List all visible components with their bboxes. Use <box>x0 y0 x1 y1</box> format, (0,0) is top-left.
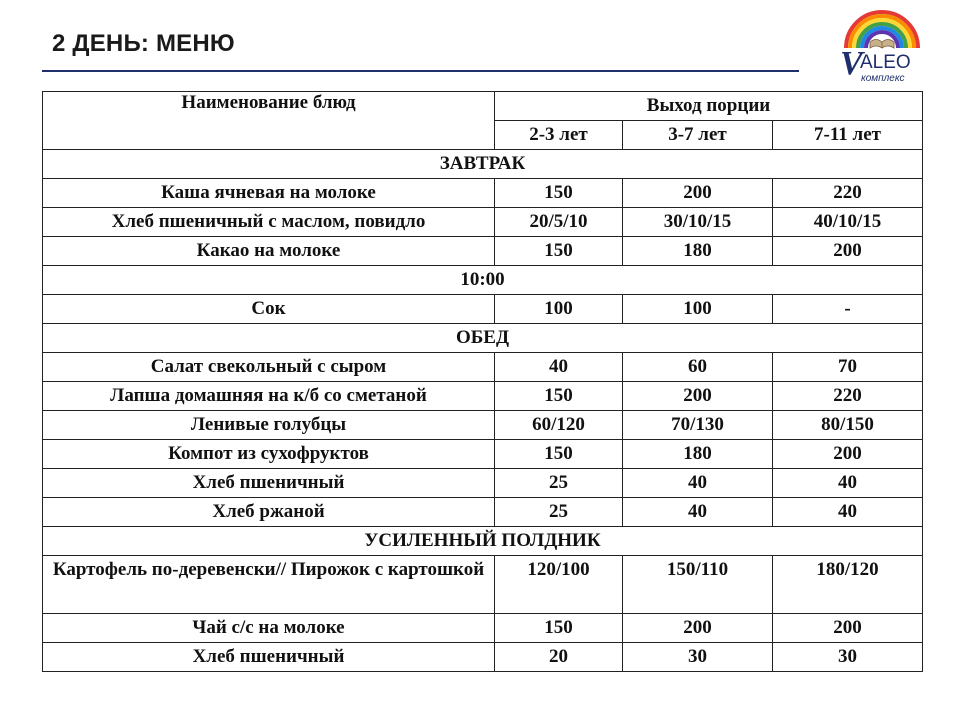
portion-value: 220 <box>773 179 923 208</box>
portion-value: 40 <box>623 469 773 498</box>
rainbow-logo-icon <box>836 2 928 86</box>
section-row <box>43 527 923 556</box>
portion-value: 40 <box>773 498 923 527</box>
age-group-cell: 7-11 лет <box>773 121 923 150</box>
table-row <box>43 237 923 266</box>
portion-value: 40/10/15 <box>773 208 923 237</box>
portion-value: 20/5/10 <box>495 208 623 237</box>
page-title: 2 ДЕНЬ: МЕНЮ <box>52 30 235 57</box>
table-row <box>43 498 923 527</box>
portion-value: 150 <box>495 440 623 469</box>
portion-value: 25 <box>495 469 623 498</box>
section-snack: УСИЛЕННЫЙ ПОЛДНИК <box>43 527 923 556</box>
dish-name: Чай с/с на молоке <box>43 614 495 643</box>
portion-value: 100 <box>623 295 773 324</box>
portion-value: - <box>773 295 923 324</box>
section-row <box>43 324 923 353</box>
portion-value: 150 <box>495 614 623 643</box>
table-row <box>43 440 923 469</box>
menu-table <box>42 91 923 672</box>
portion-value: 180/120 <box>773 556 923 614</box>
table-row <box>43 614 923 643</box>
section-ten: 10:00 <box>43 266 923 295</box>
portion-value: 60 <box>623 353 773 382</box>
dish-name: Картофель по-деревенски// Пирожок с картошкой <box>43 556 495 614</box>
dish-name: Салат свекольный с сыром <box>43 353 495 382</box>
portion-value: 30 <box>773 643 923 672</box>
portion-value: 150 <box>495 237 623 266</box>
dish-name: Хлеб пшеничный <box>43 469 495 498</box>
portion-value: 40 <box>773 469 923 498</box>
portion-value: 200 <box>773 237 923 266</box>
section-row <box>43 150 923 179</box>
svg-text:V: V <box>840 45 863 82</box>
header-dish-name: Наименование блюд <box>43 92 495 150</box>
svg-text:комплекс: комплекс <box>861 73 905 84</box>
portion-value: 20 <box>495 643 623 672</box>
portion-value: 200 <box>623 614 773 643</box>
header-row <box>43 92 923 121</box>
portion-value: 150/110 <box>623 556 773 614</box>
portion-value: 150 <box>495 179 623 208</box>
dish-name: Хлеб пшеничный <box>43 643 495 672</box>
dish-name: Компот из сухофруктов <box>43 440 495 469</box>
header-portion: Выход порции <box>495 92 923 121</box>
portion-value: 220 <box>773 382 923 411</box>
portion-value: 30/10/15 <box>623 208 773 237</box>
table-row <box>43 411 923 440</box>
portion-value: 120/100 <box>495 556 623 614</box>
section-row <box>43 266 923 295</box>
dish-name: Лапша домашняя на к/б со сметаной <box>43 382 495 411</box>
portion-value: 200 <box>773 614 923 643</box>
table-row <box>43 469 923 498</box>
dish-name: Хлеб ржаной <box>43 498 495 527</box>
portion-value: 60/120 <box>495 411 623 440</box>
svg-text:ALEO: ALEO <box>860 52 911 73</box>
portion-value: 180 <box>623 440 773 469</box>
dish-name: Какао на молоке <box>43 237 495 266</box>
portion-value: 100 <box>495 295 623 324</box>
table-row <box>43 295 923 324</box>
age-group-cell: 3-7 лет <box>623 121 773 150</box>
age-group-cell: 2-3 лет <box>495 121 623 150</box>
table-row <box>43 353 923 382</box>
dish-name: Каша ячневая на молоке <box>43 179 495 208</box>
dish-name: Ленивые голубцы <box>43 411 495 440</box>
valeo-logo <box>836 2 928 86</box>
table-row <box>43 382 923 411</box>
section-lunch: ОБЕД <box>43 324 923 353</box>
table-row <box>43 179 923 208</box>
table-row <box>43 208 923 237</box>
dish-name: Хлеб пшеничный с маслом, повидло <box>43 208 495 237</box>
portion-value: 30 <box>623 643 773 672</box>
title-underline <box>42 70 799 72</box>
dish-name: Сок <box>43 295 495 324</box>
portion-value: 150 <box>495 382 623 411</box>
portion-value: 40 <box>495 353 623 382</box>
portion-value: 25 <box>495 498 623 527</box>
portion-value: 200 <box>623 382 773 411</box>
table-row <box>43 556 923 614</box>
portion-value: 200 <box>623 179 773 208</box>
portion-value: 70/130 <box>623 411 773 440</box>
portion-value: 70 <box>773 353 923 382</box>
table-row <box>43 643 923 672</box>
portion-value: 200 <box>773 440 923 469</box>
portion-value: 80/150 <box>773 411 923 440</box>
section-breakfast: ЗАВТРАК <box>43 150 923 179</box>
portion-value: 40 <box>623 498 773 527</box>
portion-value: 180 <box>623 237 773 266</box>
